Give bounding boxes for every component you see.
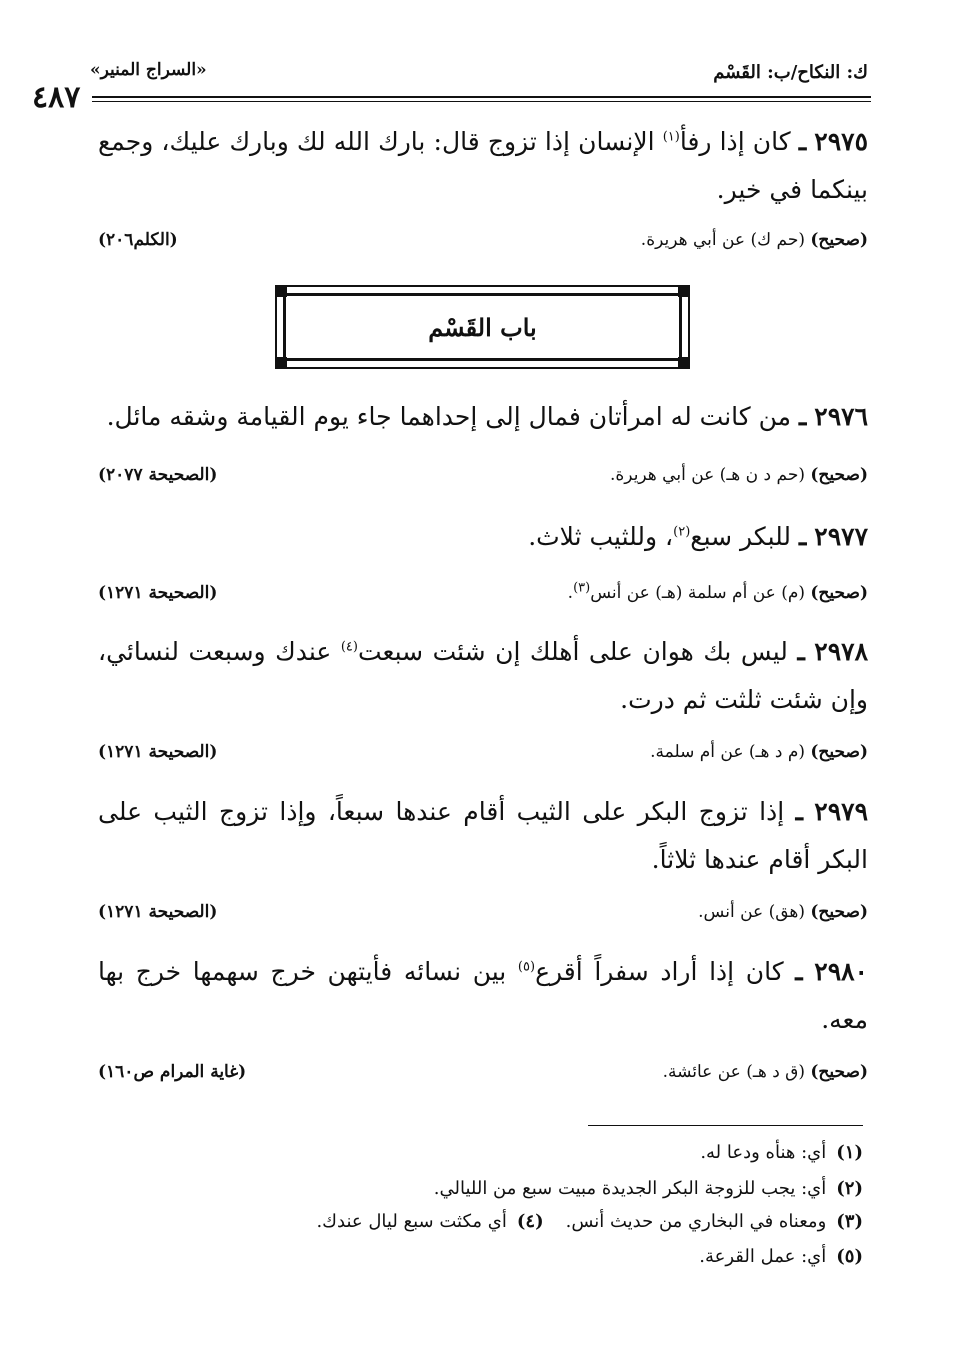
- grading-label: (صحيح): [810, 742, 868, 762]
- grading-row: [98, 1062, 868, 1092]
- footnote-text: أي: عمل القرعة.: [699, 1246, 827, 1267]
- grading-label: (صحيح): [810, 465, 868, 485]
- grading-row: [98, 465, 868, 495]
- hadith-text: ليس بك هوان على أهلك إن شئت سبعت: [357, 637, 788, 666]
- grading-label: (صحيح): [810, 230, 868, 250]
- hadith-number: ٢٩٧٨: [814, 637, 868, 666]
- grading-reference: (الصحيحة ١٢٧١): [98, 902, 218, 922]
- footnote-text: ومعناه في البخاري من حديث أنس.: [565, 1211, 827, 1232]
- grading-narrators: (ق د هـ) عن عائشة.: [662, 1062, 811, 1082]
- hadith-dash: ـ: [795, 957, 803, 986]
- hadith-text: من كانت له امرأتان فمال إلى إحداهما جاء يوم القيامة وشقه مائل.: [106, 402, 792, 431]
- frame-corner-ornament: [275, 285, 287, 297]
- grading-reference: (الصحيحة ١٢٧١): [98, 583, 218, 603]
- hadith-text: كان إذا رفأ: [679, 127, 791, 156]
- hadith-number: ٢٩٧٩: [814, 797, 869, 826]
- grading-reference: (الكلم٢٠٦): [98, 230, 178, 250]
- hadith-2975: [98, 118, 868, 214]
- grading-narrators: (م د هـ) عن أم سلمة.: [650, 742, 811, 762]
- grading-row: [98, 580, 868, 613]
- grading-reference: (الصحيحة ٢٠٧٧): [98, 465, 218, 485]
- footnote-1: [700, 1138, 863, 1168]
- hadith-text-cont: عندك وسبعت لنسائي، وإن شئت ثلثت ثم درت.: [98, 637, 868, 714]
- footnote-text: أي: هنأه ودعا له.: [700, 1142, 827, 1163]
- hadith-dash: ـ: [798, 127, 807, 156]
- grading-end: .: [567, 583, 574, 603]
- footnote-number: (١): [836, 1142, 863, 1163]
- hadith-2976: [98, 393, 868, 441]
- header-rule-thin: [92, 101, 871, 102]
- footnote-3-4: [316, 1207, 863, 1237]
- grading-label: (صحيح): [810, 1062, 868, 1082]
- hadith-text-cont: ، وللثيب ثلاث.: [528, 522, 674, 551]
- footnote-number: (٥): [836, 1246, 863, 1267]
- footnote-ref: (٣): [573, 580, 591, 596]
- hadith-text-cont: بين نسائه فأيتهن خرج سهمها خرج بها معه.: [98, 957, 868, 1034]
- chapter-heading-frame: [275, 285, 690, 369]
- grading-source: [567, 580, 868, 603]
- grading-source: [698, 902, 868, 922]
- footnote-number: (٤): [516, 1211, 544, 1232]
- header-rule-thick: [92, 96, 871, 98]
- grading-narrators: (م) عن أم سلمة (هـ) عن أنس: [590, 583, 811, 603]
- grading-label: (صحيح): [810, 902, 868, 922]
- hadith-text: إذا تزوج البكر على الثيب أقام عندها سبعاً، وإذا تزوج الثيب على البكر أقام عندها ثلاثاً.: [98, 797, 868, 874]
- hadith-number: ٢٩٧٥: [814, 127, 869, 156]
- grading-source: [610, 465, 868, 485]
- footnote-ref: (٤): [340, 639, 358, 655]
- footnote-number: (٢): [836, 1178, 863, 1199]
- hadith-2980: [98, 948, 868, 1044]
- footnote-separator: [588, 1125, 863, 1126]
- hadith-dash: ـ: [797, 637, 805, 666]
- running-header-book-title: «السراج المنير»: [90, 60, 207, 80]
- hadith-number: ٢٩٧٧: [814, 522, 868, 551]
- frame-corner-ornament: [275, 357, 287, 369]
- footnote-ref: (٥): [517, 959, 536, 975]
- footnote-text: أي مكثت سبع ليال عندك.: [316, 1211, 507, 1232]
- grading-row: [98, 902, 868, 932]
- hadith-dash: ـ: [795, 797, 803, 826]
- hadith-2979: [98, 788, 868, 884]
- grading-narrators: (هق) عن أنس.: [698, 902, 811, 922]
- hadith-number: ٢٩٧٦: [814, 402, 868, 431]
- hadith-text: للبكر سبع: [690, 522, 792, 551]
- grading-source: [650, 742, 868, 762]
- grading-label: (صحيح): [810, 583, 868, 603]
- footnote-number: (٣): [836, 1211, 863, 1232]
- grading-source: [641, 230, 868, 250]
- footnote-ref: (٢): [673, 524, 691, 540]
- hadith-2978: [98, 628, 868, 724]
- footnote-text: أي: يجب للزوجة البكر الجديدة مبيت سبع من الليالي.: [433, 1178, 827, 1199]
- page-number: ٤٨٧: [32, 80, 81, 115]
- footnote-5: [699, 1242, 863, 1272]
- hadith-text: كان إذا أراد سفراً أقرع: [535, 957, 784, 986]
- chapter-heading: باب القَسْم: [428, 313, 537, 342]
- grading-reference: (الصحيحة ١٢٧١): [98, 742, 218, 762]
- grading-reference: (غاية المرام ص١٦٠): [98, 1062, 247, 1082]
- hadith-number: ٢٩٨٠: [814, 957, 868, 986]
- grading-row: [98, 230, 868, 260]
- footnote-ref: (١): [662, 129, 680, 145]
- running-header-chapter: ك: النكاح/ب: القَسْم: [713, 62, 868, 83]
- grading-narrators: (حم ك) عن أبي هريرة.: [640, 230, 811, 250]
- footnote-2: [434, 1174, 863, 1204]
- hadith-dash: ـ: [799, 402, 807, 431]
- hadith-text-cont: الإنسان إذا تزوج قال: بارك الله لك وبارك عليك، وجمع بينكما في خير.: [98, 127, 868, 204]
- hadith-2977: [98, 513, 868, 561]
- frame-corner-ornament: [678, 357, 690, 369]
- grading-source: [663, 1062, 868, 1082]
- grading-narrators: (حم د ن هـ) عن أبي هريرة.: [610, 465, 811, 485]
- grading-row: [98, 742, 868, 772]
- hadith-dash: ـ: [799, 522, 807, 551]
- frame-corner-ornament: [678, 285, 690, 297]
